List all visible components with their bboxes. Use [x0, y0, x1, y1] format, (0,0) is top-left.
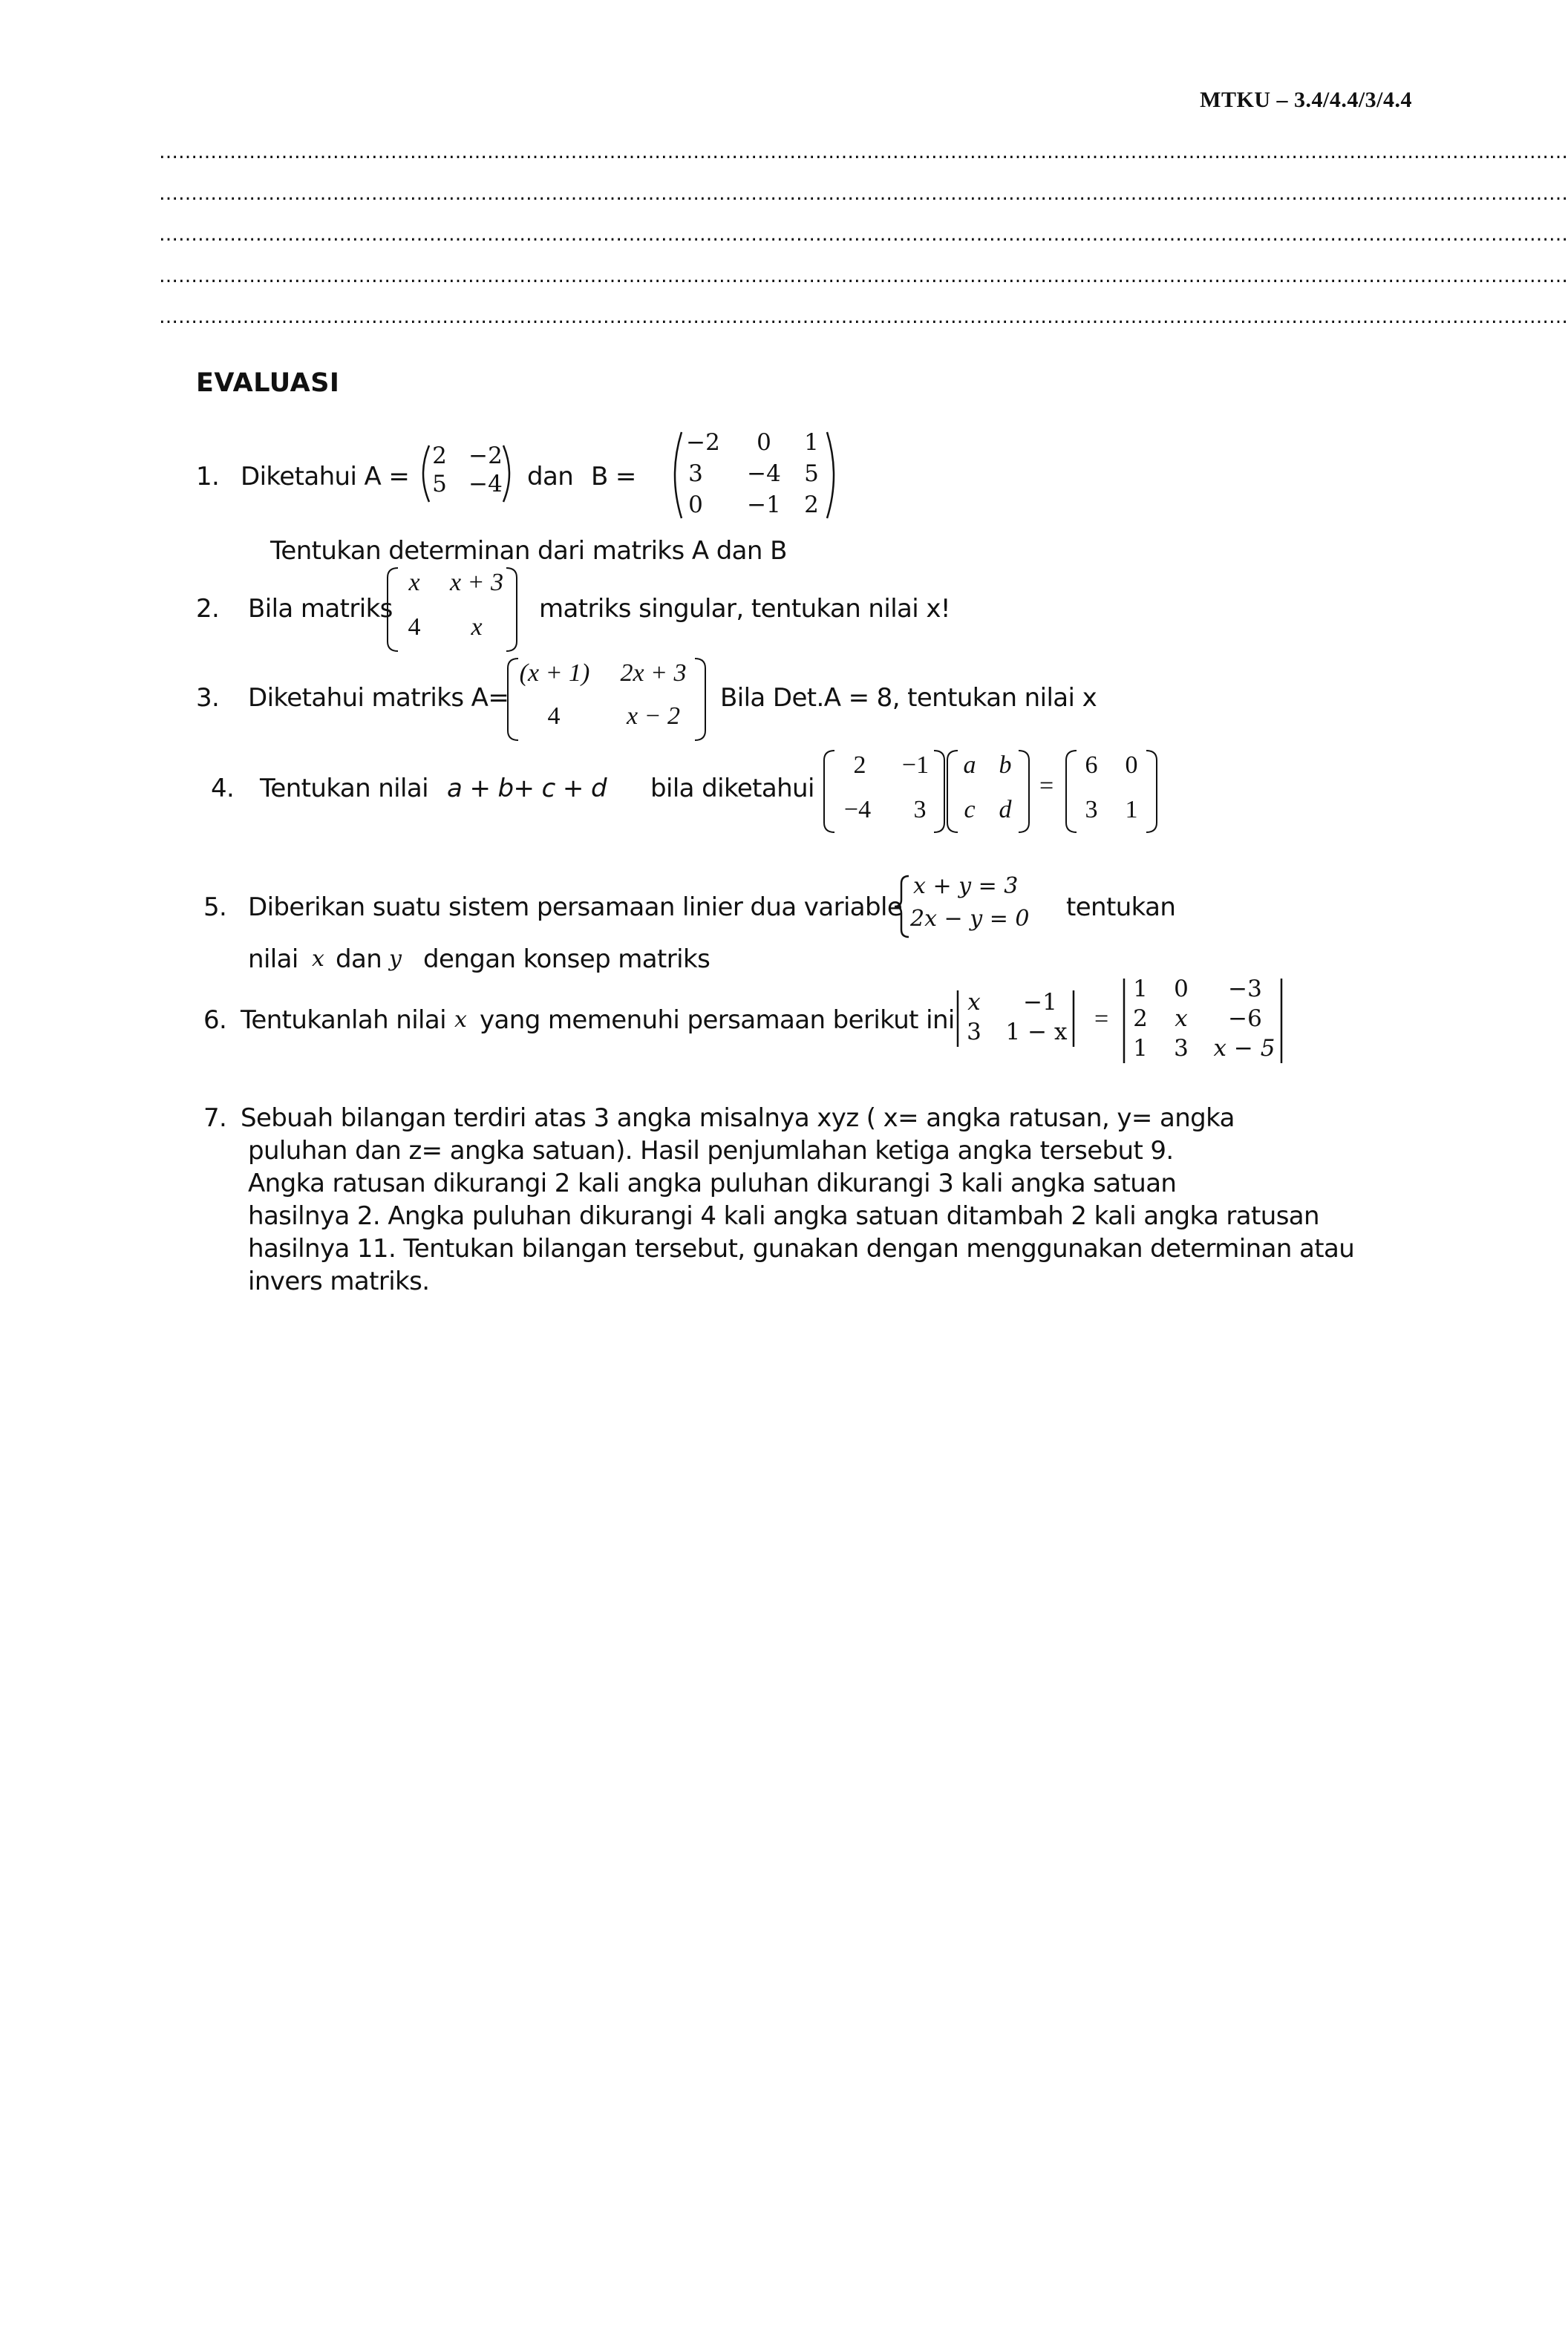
q1-number: 1.: [196, 462, 220, 491]
matrix-cell: x: [967, 989, 981, 1016]
q2-text-a: Bila matriks: [248, 594, 393, 624]
matrix-cell: 1: [1133, 1035, 1148, 1062]
q7-line: invers matriks.: [248, 1267, 430, 1296]
q5-text-d: dengan konsep matriks: [423, 944, 710, 974]
q5-text-c: nilai: [248, 944, 298, 974]
matrix-cell: −1: [1023, 989, 1057, 1016]
q7-line: hasilnya 11. Tentukan bilangan tersebut, gunakan dengan menggunakan determinan atau: [248, 1234, 1355, 1264]
matrix-cell: x: [408, 569, 420, 596]
matrix-cell: 4: [547, 702, 561, 730]
q3-text-a: Diketahui matriks A=: [248, 683, 509, 713]
matrix-cell: 2: [804, 491, 819, 518]
matrix-cell: 3: [688, 460, 703, 487]
q5-equation-system: [891, 873, 1054, 940]
matrix-cell: −4: [468, 471, 503, 497]
q7-line: Angka ratusan dikurangi 2 kali angka puluhan dikurangi 3 kali angka satuan: [248, 1169, 1177, 1198]
matrix-cell: x + 3: [449, 569, 504, 596]
q4-expression: a + b+ c + d: [447, 774, 607, 803]
q6-text-a: Tentukanlah nilai: [241, 1005, 446, 1035]
q1-matrix-b: [667, 429, 842, 521]
matrix-cell: 1: [804, 429, 819, 456]
matrix-cell: −2: [468, 442, 503, 469]
matrix-cell: −1: [747, 491, 781, 518]
q6-var-x: x: [454, 1007, 467, 1033]
matrix-cell: x: [1175, 1005, 1188, 1032]
dotted-line: …………………………………………………………………………………………………………………………………………………………………………………………………: [159, 183, 1568, 205]
matrix-cell: c: [964, 796, 976, 823]
matrix-cell: 3: [1085, 796, 1098, 823]
equation-2: 2x − y = 0: [910, 906, 1030, 932]
q2-number: 2.: [196, 594, 220, 624]
q4-number: 4.: [211, 774, 235, 803]
q1-matrix-a: [416, 442, 517, 505]
q5-var-y: y: [389, 946, 402, 972]
matrix-cell: b: [999, 751, 1012, 779]
q2-text-b: matriks singular, tentukan nilai x!: [539, 594, 950, 624]
matrix-cell: 4: [408, 613, 421, 641]
matrix-cell: 0: [688, 491, 703, 518]
q6-number: 6.: [203, 1005, 227, 1035]
q5-text-b: tentukan: [1066, 892, 1176, 922]
matrix-cell: −2: [686, 429, 720, 456]
matrix-cell: x: [471, 613, 483, 641]
matrix-cell: 2: [1133, 1005, 1148, 1032]
matrix-cell: x − 5: [1213, 1035, 1275, 1062]
q7-line: Sebuah bilangan terdiri atas 3 angka misalnya xyz ( x= angka ratusan, y= angka: [241, 1103, 1235, 1133]
matrix-cell: 6: [1085, 751, 1098, 779]
q4-equals: =: [1039, 772, 1054, 800]
q2-matrix: [385, 566, 520, 653]
dotted-line: …………………………………………………………………………………………………………………………………………………………………………………………………: [159, 306, 1568, 328]
q6-equals: =: [1094, 1005, 1109, 1033]
q4-text-b: bila diketahui: [650, 774, 814, 803]
matrix-cell: 1 − x: [1005, 1019, 1068, 1045]
dotted-line: …………………………………………………………………………………………………………………………………………………………………………………………………: [159, 223, 1568, 246]
q1-text-a: Diketahui A =: [241, 462, 410, 491]
matrix-cell: 5: [804, 460, 819, 487]
q6-text-b: yang memenuhi persamaan berikut ini: [480, 1005, 955, 1035]
q7-line: hasilnya 2. Angka puluhan dikurangi 4 kali angka satuan ditambah 2 kali angka ratusan: [248, 1201, 1319, 1231]
q7-line: puluhan dan z= angka satuan). Hasil penjumlahan ketiga angka tersebut 9.: [248, 1136, 1174, 1166]
matrix-cell: x − 2: [626, 702, 681, 730]
matrix-cell: −4: [843, 796, 872, 823]
q3-matrix: [505, 656, 708, 742]
matrix-cell: 3: [913, 796, 927, 823]
dotted-line: …………………………………………………………………………………………………………………………………………………………………………………………………: [159, 265, 1568, 287]
matrix-cell: 0: [1174, 976, 1189, 1002]
matrix-cell: 0: [1125, 751, 1138, 779]
q4-text-a: Tentukan nilai: [260, 774, 428, 803]
q4-matrix-3: [1063, 748, 1160, 835]
matrix-cell: 3: [967, 1019, 981, 1045]
equation-1: x + y = 3: [913, 873, 1019, 899]
matrix-cell: 2x + 3: [620, 659, 687, 687]
matrix-cell: −1: [901, 751, 930, 779]
dotted-line: …………………………………………………………………………………………………………………………………………………………………………………………………: [159, 141, 1568, 163]
matrix-cell: 1: [1125, 796, 1138, 823]
q7-number: 7.: [203, 1103, 227, 1133]
q3-text-b: Bila Det.A = 8, tentukan nilai x: [720, 683, 1097, 713]
matrix-cell: 2: [432, 442, 447, 469]
matrix-cell: (x + 1): [519, 659, 590, 687]
q6-determinant-2: [1121, 976, 1286, 1066]
matrix-cell: −3: [1228, 976, 1262, 1002]
q4-matrix-2: [944, 748, 1032, 835]
q5-var-x: x: [312, 946, 324, 972]
q6-determinant-1: [955, 987, 1078, 1050]
matrix-cell: 5: [432, 471, 447, 497]
q1-question: Tentukan determinan dari matriks A dan B: [270, 536, 787, 566]
matrix-cell: a: [963, 751, 976, 779]
matrix-cell: −4: [747, 460, 781, 487]
q1-text-dan: dan: [527, 462, 574, 491]
q5-text-a: Diberikan suatu sistem persamaan linier dua variable: [248, 892, 903, 922]
matrix-cell: d: [999, 796, 1012, 823]
matrix-cell: 1: [1133, 976, 1148, 1002]
q3-number: 3.: [196, 683, 220, 713]
matrix-cell: 2: [853, 751, 866, 779]
section-title: EVALUASI: [196, 368, 340, 398]
matrix-cell: 0: [757, 429, 771, 456]
q1-text-b: B =: [591, 462, 636, 491]
q5-number: 5.: [203, 892, 227, 922]
matrix-cell: 3: [1174, 1035, 1189, 1062]
q4-matrix-1: [821, 748, 947, 835]
document-code: MTKU – 3.4/4.4/3/4.4: [1200, 88, 1412, 112]
q5-text-dan: dan: [336, 944, 382, 974]
matrix-cell: −6: [1228, 1005, 1262, 1032]
